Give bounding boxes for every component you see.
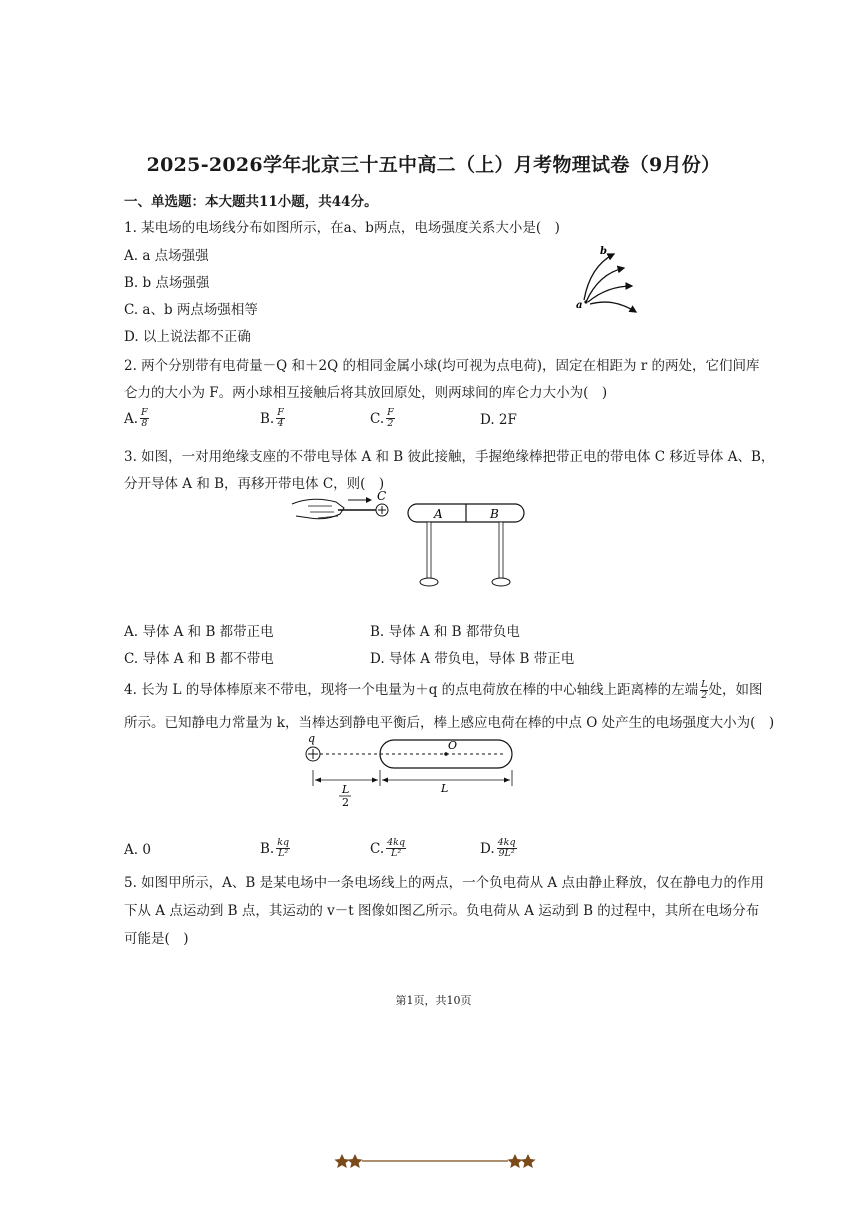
label-conductor-b: B — [490, 507, 499, 521]
question-4-stem-line2: 所示。已知静电力常量为 k，当棒达到静电平衡后，棒上感应电荷在棒的中点 O 处产生的电场强度大小为( ) — [124, 715, 775, 731]
question-2-stem-line2: 仑力的大小为 F。两小球相互接触后将其放回原处，则两球间的库仑力大小为( ) — [124, 385, 608, 401]
q2-option-a: A. $\frac{F}{8}$ — [124, 407, 148, 429]
question-2-stem-line1: 2. 两个分别带有电荷量－Q 和＋2Q 的相同金属小球(均可视为点电荷)，固定在相距为 r 的两处，它们间库 — [124, 358, 760, 374]
footer-ornament — [330, 1151, 540, 1169]
rod-charge-figure — [296, 730, 520, 810]
q2-option-b: B. $\frac{F}{4}$ — [260, 407, 284, 429]
field-line — [590, 302, 636, 312]
q4-option-a: A. 0 — [124, 842, 151, 858]
page-footer: 第1页，共10页 — [395, 994, 472, 1007]
star-icon — [334, 1154, 349, 1168]
q1-option-d: D. 以上说法都不正确 — [124, 329, 251, 345]
q3-option-b: B. 导体 A 和 B 都带负电 — [370, 624, 520, 640]
q4-option-b: B. $\frac{kq}{\text{L²}}$ — [260, 837, 290, 859]
field-line — [588, 286, 632, 302]
label-a: a — [576, 300, 583, 311]
label-o: O — [448, 739, 458, 752]
q2-option-c: C. $\frac{F}{2}$ — [370, 407, 394, 429]
label-b: b — [600, 246, 607, 257]
label-c: C — [377, 489, 387, 503]
question-4-stem-line1: 4. 长为 L 的导体棒原来不带电，现将一个电量为＋q 的点电荷放在棒的中心轴线上距离棒的左端 $\frac{L}{2}$ 处，如图 — [124, 679, 763, 701]
midpoint-o — [444, 752, 448, 756]
q3-option-c: C. 导体 A 和 B 都不带电 — [124, 651, 274, 667]
q2-option-d: D. 2F — [480, 412, 517, 428]
q3-option-a: A. 导体 A 和 B 都带正电 — [124, 624, 274, 640]
electric-field-lines-figure — [570, 242, 650, 318]
label-length-l: L — [441, 782, 449, 795]
q1-option-c: C. a、b 两点场强相等 — [124, 302, 258, 318]
q4-option-d: D. $\frac{4kq}{\text{9L²}}$ — [480, 837, 516, 859]
label-q: q — [308, 732, 316, 745]
conductors-figure — [288, 488, 528, 592]
stand-a — [427, 522, 431, 580]
star-icon — [347, 1154, 362, 1168]
question-1-stem: 1. 某电场的电场线分布如图所示，在a、b两点，电场强度关系大小是( ) — [124, 220, 560, 236]
point-a-dot — [584, 300, 587, 303]
question-5-stem-line1: 5. 如图甲所示，A、B 是某电场中一条电场线上的两点，一个负电荷从 A 点由静止释放，仅在静电力的作用 — [124, 875, 764, 891]
section-header: 一、单选题：本大题共11小题，共44分。 — [124, 194, 378, 210]
field-line — [586, 268, 624, 302]
question-3-stem-line2: 分开导体 A 和 B，再移开带电体 C，则( ) — [124, 476, 385, 492]
question-5-stem-line2: 下从 A 点运动到 B 点，其运动的 v－t 图像如图乙所示。负电荷从 A 运动到 B 的过程中，其所在电场分布 — [124, 903, 760, 919]
question-5-stem-line3: 可能是( ) — [124, 931, 189, 947]
stand-b — [499, 522, 503, 580]
q3-option-d: D. 导体 A 带负电，导体 B 带正电 — [370, 651, 575, 667]
label-half-l-num: L — [342, 783, 350, 796]
page-title: 2025-2026学年北京三十五中高二（上）月考物理试卷（9月份） — [146, 154, 721, 176]
q1-option-a: A. a 点场强强 — [124, 248, 209, 264]
star-icon — [507, 1154, 522, 1168]
question-3-stem-line1: 3. 如图，一对用绝缘支座的不带电导体 A 和 B 彼此接触，手握绝缘棒把带正电的带电体 C 移近导体 A、B， — [124, 449, 775, 465]
label-half-l-den: 2 — [342, 796, 349, 809]
star-icon — [520, 1154, 535, 1168]
q1-option-b: B. b 点场强强 — [124, 275, 210, 291]
label-conductor-a: A — [434, 507, 443, 521]
field-line — [584, 254, 614, 300]
q4-option-c: C. $\frac{4kq}{\text{L²}}$ — [370, 837, 406, 859]
